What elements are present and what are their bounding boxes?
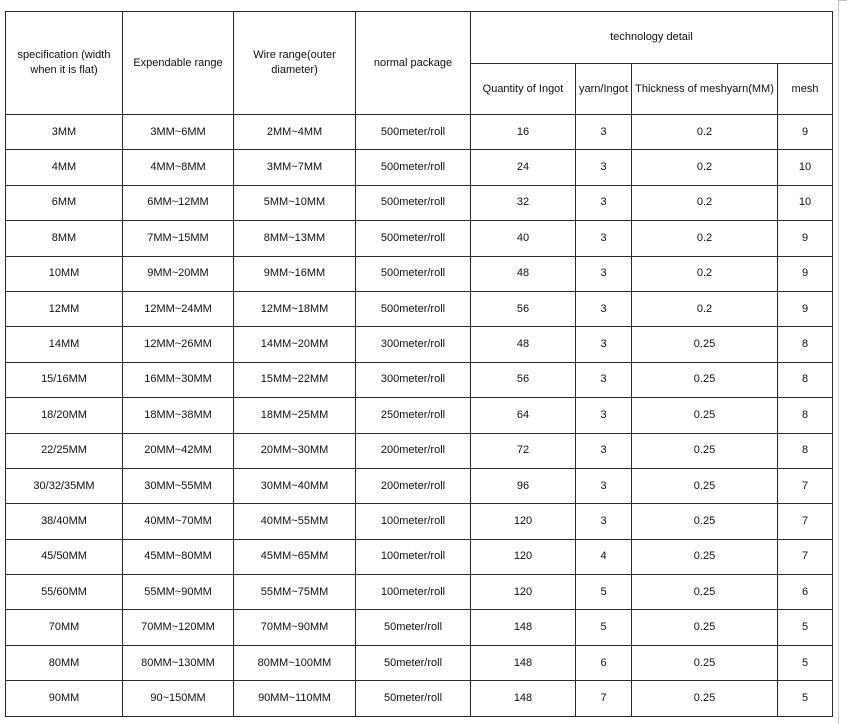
cell-specification: 90MM — [6, 681, 123, 716]
cell-mesh: 8 — [778, 327, 833, 362]
cell-wire-range: 8MM~13MM — [234, 221, 356, 256]
cell-mesh: 5 — [778, 610, 833, 645]
cell-mesh: 9 — [778, 256, 833, 291]
cell-yarn-per-ingot: 3 — [576, 468, 632, 503]
cell-yarn-per-ingot: 3 — [576, 291, 632, 326]
cell-mesh: 6 — [778, 575, 833, 610]
cell-normal-package: 500meter/roll — [356, 291, 471, 326]
cell-yarn-per-ingot: 3 — [576, 150, 632, 185]
cell-thickness: 0.2 — [632, 150, 778, 185]
cell-expandable-range: 4MM~8MM — [123, 150, 234, 185]
cell-wire-range: 15MM~22MM — [234, 362, 356, 397]
cell-quantity-of-ingot: 72 — [471, 433, 576, 468]
cell-specification: 12MM — [6, 291, 123, 326]
cell-normal-package: 100meter/roll — [356, 539, 471, 574]
cell-normal-package: 300meter/roll — [356, 362, 471, 397]
cell-specification: 30/32/35MM — [6, 468, 123, 503]
cell-quantity-of-ingot: 56 — [471, 362, 576, 397]
cell-wire-range: 45MM~65MM — [234, 539, 356, 574]
cell-wire-range: 18MM~25MM — [234, 398, 356, 433]
cell-wire-range: 70MM~90MM — [234, 610, 356, 645]
cell-thickness: 0.25 — [632, 362, 778, 397]
cell-mesh: 8 — [778, 433, 833, 468]
specification-table — [5, 11, 833, 717]
cell-thickness: 0.2 — [632, 256, 778, 291]
table-row — [6, 539, 833, 574]
cell-expandable-range: 6MM~12MM — [123, 185, 234, 220]
cell-wire-range: 12MM~18MM — [234, 291, 356, 326]
cell-yarn-per-ingot: 3 — [576, 185, 632, 220]
table-row — [6, 504, 833, 539]
cell-expandable-range: 12MM~24MM — [123, 291, 234, 326]
cell-yarn-per-ingot: 7 — [576, 681, 632, 716]
cell-expandable-range: 18MM~38MM — [123, 398, 234, 433]
table-row — [6, 256, 833, 291]
cell-specification: 8MM — [6, 221, 123, 256]
cell-mesh: 8 — [778, 398, 833, 433]
cell-quantity-of-ingot: 120 — [471, 504, 576, 539]
cell-quantity-of-ingot: 64 — [471, 398, 576, 433]
cell-thickness: 0.2 — [632, 115, 778, 150]
cell-thickness: 0.25 — [632, 327, 778, 362]
cell-thickness: 0.25 — [632, 539, 778, 574]
cell-quantity-of-ingot: 56 — [471, 291, 576, 326]
table-row — [6, 150, 833, 185]
cell-mesh: 7 — [778, 504, 833, 539]
cell-normal-package: 200meter/roll — [356, 468, 471, 503]
cell-wire-range: 2MM~4MM — [234, 115, 356, 150]
cell-specification: 3MM — [6, 115, 123, 150]
page-corner-mark — [838, 0, 847, 6]
cell-normal-package: 500meter/roll — [356, 221, 471, 256]
cell-yarn-per-ingot: 5 — [576, 575, 632, 610]
cell-normal-package: 50meter/roll — [356, 681, 471, 716]
cell-normal-package: 500meter/roll — [356, 256, 471, 291]
cell-specification: 70MM — [6, 610, 123, 645]
cell-specification: 55/60MM — [6, 575, 123, 610]
cell-quantity-of-ingot: 96 — [471, 468, 576, 503]
cell-normal-package: 300meter/roll — [356, 327, 471, 362]
table-row — [6, 362, 833, 397]
cell-normal-package: 50meter/roll — [356, 610, 471, 645]
cell-thickness: 0.25 — [632, 681, 778, 716]
cell-mesh: 10 — [778, 185, 833, 220]
cell-mesh: 8 — [778, 362, 833, 397]
cell-wire-range: 30MM~40MM — [234, 468, 356, 503]
cell-wire-range: 5MM~10MM — [234, 185, 356, 220]
cell-quantity-of-ingot: 48 — [471, 256, 576, 291]
table-row — [6, 645, 833, 680]
cell-wire-range: 9MM~16MM — [234, 256, 356, 291]
cell-specification: 10MM — [6, 256, 123, 291]
cell-yarn-per-ingot: 6 — [576, 645, 632, 680]
table-row — [6, 575, 833, 610]
cell-quantity-of-ingot: 48 — [471, 327, 576, 362]
cell-quantity-of-ingot: 40 — [471, 221, 576, 256]
cell-normal-package: 100meter/roll — [356, 504, 471, 539]
cell-expandable-range: 55MM~90MM — [123, 575, 234, 610]
cell-yarn-per-ingot: 3 — [576, 398, 632, 433]
header-yarn-per-ingot: yarn/Ingot — [576, 64, 632, 115]
cell-wire-range: 3MM~7MM — [234, 150, 356, 185]
cell-expandable-range: 16MM~30MM — [123, 362, 234, 397]
cell-thickness: 0.25 — [632, 610, 778, 645]
cell-quantity-of-ingot: 32 — [471, 185, 576, 220]
cell-expandable-range: 3MM~6MM — [123, 115, 234, 150]
cell-normal-package: 500meter/roll — [356, 115, 471, 150]
cell-normal-package: 50meter/roll — [356, 645, 471, 680]
cell-specification: 45/50MM — [6, 539, 123, 574]
cell-thickness: 0.25 — [632, 575, 778, 610]
cell-thickness: 0.25 — [632, 433, 778, 468]
cell-thickness: 0.2 — [632, 291, 778, 326]
cell-expandable-range: 9MM~20MM — [123, 256, 234, 291]
header-thickness: Thickness of meshyarn(MM) — [632, 64, 778, 115]
cell-specification: 6MM — [6, 185, 123, 220]
cell-mesh: 10 — [778, 150, 833, 185]
cell-yarn-per-ingot: 3 — [576, 433, 632, 468]
cell-yarn-per-ingot: 3 — [576, 504, 632, 539]
cell-yarn-per-ingot: 5 — [576, 610, 632, 645]
table-row — [6, 185, 833, 220]
header-normal-package: normal package — [356, 12, 471, 115]
cell-expandable-range: 40MM~70MM — [123, 504, 234, 539]
cell-expandable-range: 70MM~120MM — [123, 610, 234, 645]
cell-specification: 80MM — [6, 645, 123, 680]
cell-normal-package: 100meter/roll — [356, 575, 471, 610]
cell-yarn-per-ingot: 3 — [576, 221, 632, 256]
cell-quantity-of-ingot: 148 — [471, 681, 576, 716]
table-row — [6, 433, 833, 468]
cell-mesh: 9 — [778, 221, 833, 256]
header-mesh: mesh — [778, 64, 833, 115]
table-row — [6, 398, 833, 433]
cell-yarn-per-ingot: 3 — [576, 327, 632, 362]
cell-specification: 14MM — [6, 327, 123, 362]
table-row — [6, 327, 833, 362]
header-row-top — [6, 12, 833, 64]
cell-normal-package: 500meter/roll — [356, 185, 471, 220]
cell-normal-package: 500meter/roll — [356, 150, 471, 185]
cell-quantity-of-ingot: 24 — [471, 150, 576, 185]
cell-mesh: 5 — [778, 645, 833, 680]
cell-wire-range: 80MM~100MM — [234, 645, 356, 680]
cell-thickness: 0.25 — [632, 645, 778, 680]
cell-yarn-per-ingot: 3 — [576, 362, 632, 397]
cell-thickness: 0.2 — [632, 221, 778, 256]
header-quantity-of-ingot: Quantity of Ingot — [471, 64, 576, 115]
cell-quantity-of-ingot: 120 — [471, 539, 576, 574]
cell-yarn-per-ingot: 3 — [576, 115, 632, 150]
table-row — [6, 115, 833, 150]
cell-expandable-range: 45MM~80MM — [123, 539, 234, 574]
cell-expandable-range: 90~150MM — [123, 681, 234, 716]
header-specification: specification (width when it is flat) — [6, 12, 123, 115]
cell-mesh: 9 — [778, 115, 833, 150]
cell-quantity-of-ingot: 148 — [471, 610, 576, 645]
cell-quantity-of-ingot: 120 — [471, 575, 576, 610]
cell-wire-range: 40MM~55MM — [234, 504, 356, 539]
table-body — [6, 115, 833, 717]
cell-specification: 18/20MM — [6, 398, 123, 433]
table-row — [6, 221, 833, 256]
header-expandable-range: Expendable range — [123, 12, 234, 115]
cell-specification: 22/25MM — [6, 433, 123, 468]
cell-expandable-range: 12MM~26MM — [123, 327, 234, 362]
cell-yarn-per-ingot: 4 — [576, 539, 632, 574]
cell-thickness: 0.25 — [632, 398, 778, 433]
cell-specification: 15/16MM — [6, 362, 123, 397]
cell-normal-package: 200meter/roll — [356, 433, 471, 468]
table-row — [6, 681, 833, 716]
cell-thickness: 0.25 — [632, 468, 778, 503]
cell-wire-range: 55MM~75MM — [234, 575, 356, 610]
cell-quantity-of-ingot: 16 — [471, 115, 576, 150]
cell-wire-range: 90MM~110MM — [234, 681, 356, 716]
cell-specification: 4MM — [6, 150, 123, 185]
header-technology-detail: technology detail — [471, 12, 833, 64]
cell-mesh: 7 — [778, 539, 833, 574]
header-wire-range: Wire range(outer diameter) — [234, 12, 356, 115]
cell-wire-range: 14MM~20MM — [234, 327, 356, 362]
cell-expandable-range: 20MM~42MM — [123, 433, 234, 468]
cell-thickness: 0.2 — [632, 185, 778, 220]
cell-thickness: 0.25 — [632, 504, 778, 539]
cell-specification: 38/40MM — [6, 504, 123, 539]
cell-expandable-range: 80MM~130MM — [123, 645, 234, 680]
page-edge — [838, 0, 839, 724]
table-row — [6, 291, 833, 326]
cell-mesh: 5 — [778, 681, 833, 716]
cell-quantity-of-ingot: 148 — [471, 645, 576, 680]
cell-wire-range: 20MM~30MM — [234, 433, 356, 468]
cell-yarn-per-ingot: 3 — [576, 256, 632, 291]
cell-mesh: 9 — [778, 291, 833, 326]
cell-normal-package: 250meter/roll — [356, 398, 471, 433]
table-row — [6, 610, 833, 645]
cell-expandable-range: 30MM~55MM — [123, 468, 234, 503]
cell-expandable-range: 7MM~15MM — [123, 221, 234, 256]
cell-mesh: 7 — [778, 468, 833, 503]
table-row — [6, 468, 833, 503]
